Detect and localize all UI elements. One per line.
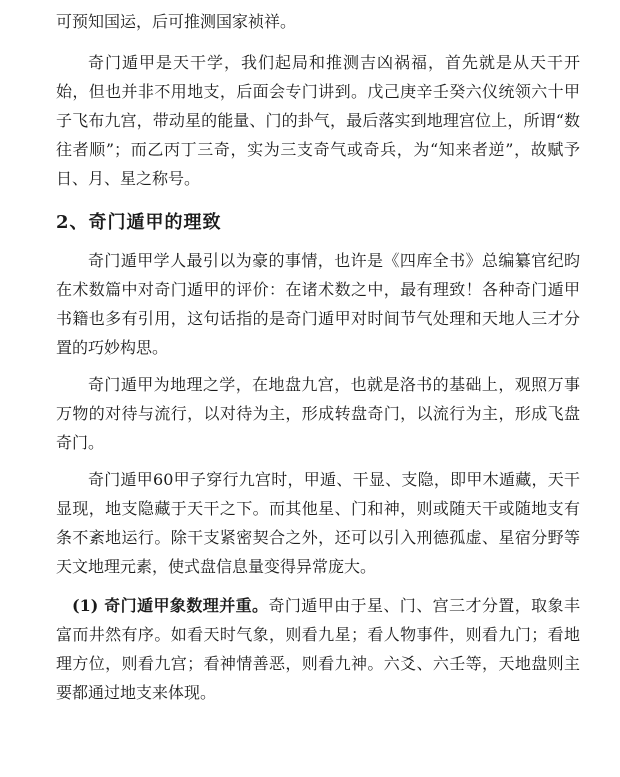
paragraph-jiazi: 奇门遁甲60甲子穿行九宫时，甲遁、干显、支隐，即甲木遁藏，天干显现，地支隐藏于天干之下。而其他星、门和神，则或随天干或随地支有条不紊地运行。除干支紧密契合之外，还可以引入刑德孤虚、星宿分野等天文地理元素，使式盘信息量变得异常庞大。	[56, 470, 580, 576]
paragraph-xiangshuli	[56, 591, 580, 707]
subsection-text: 奇门遁甲由于星、门、宫三才分置，取象丰富而井然有序。如看天时气象，则看九星；看人物事件，则看九门；看地理方位，则看九宫；看神情善恶，则看九神。六爻、六壬等，天地盘则主要都通过地支来体现。	[56, 596, 580, 702]
paragraph-dili: 奇门遁甲为地理之学，在地盘九宫，也就是洛书的基础上，观照万事万物的对待与流行，以对待为主，形成转盘奇门，以流行为主，形成飞盘奇门。	[56, 375, 580, 452]
subsection-label: (1) 奇门遁甲象数理并重。	[72, 596, 269, 615]
section-heading: 2、奇门遁甲的理致	[56, 212, 222, 233]
paragraph-intro-tail: 可预知国运，后可推测国家祯祥。	[56, 12, 297, 31]
paragraph-tiangan: 奇门遁甲是天干学，我们起局和推测吉凶祸福，首先就是从天干开始，但也并非不用地支，后面会专门讲到。戊己庚辛壬癸六仪统领六十甲子飞布九宫，带动星的能量、门的卦气，最后落实到地理宫位上，所谓“数往者顺”；而乙丙丁三奇，实为三支奇气或奇兵，为“知来者逆”，故赋予日、月、星之称号。	[56, 53, 580, 188]
paragraph-lizhi: 奇门遁甲学人最引以为豪的事情，也许是《四库全书》总编纂官纪昀在术数篇中对奇门遁甲的评价：在诸术数之中，最有理致！各种奇门遁甲书籍也多有引用，这句话指的是奇门遁甲对时间节气处理和天地人三才分置的巧妙构思。	[56, 251, 580, 357]
document-page	[0, 7, 620, 777]
